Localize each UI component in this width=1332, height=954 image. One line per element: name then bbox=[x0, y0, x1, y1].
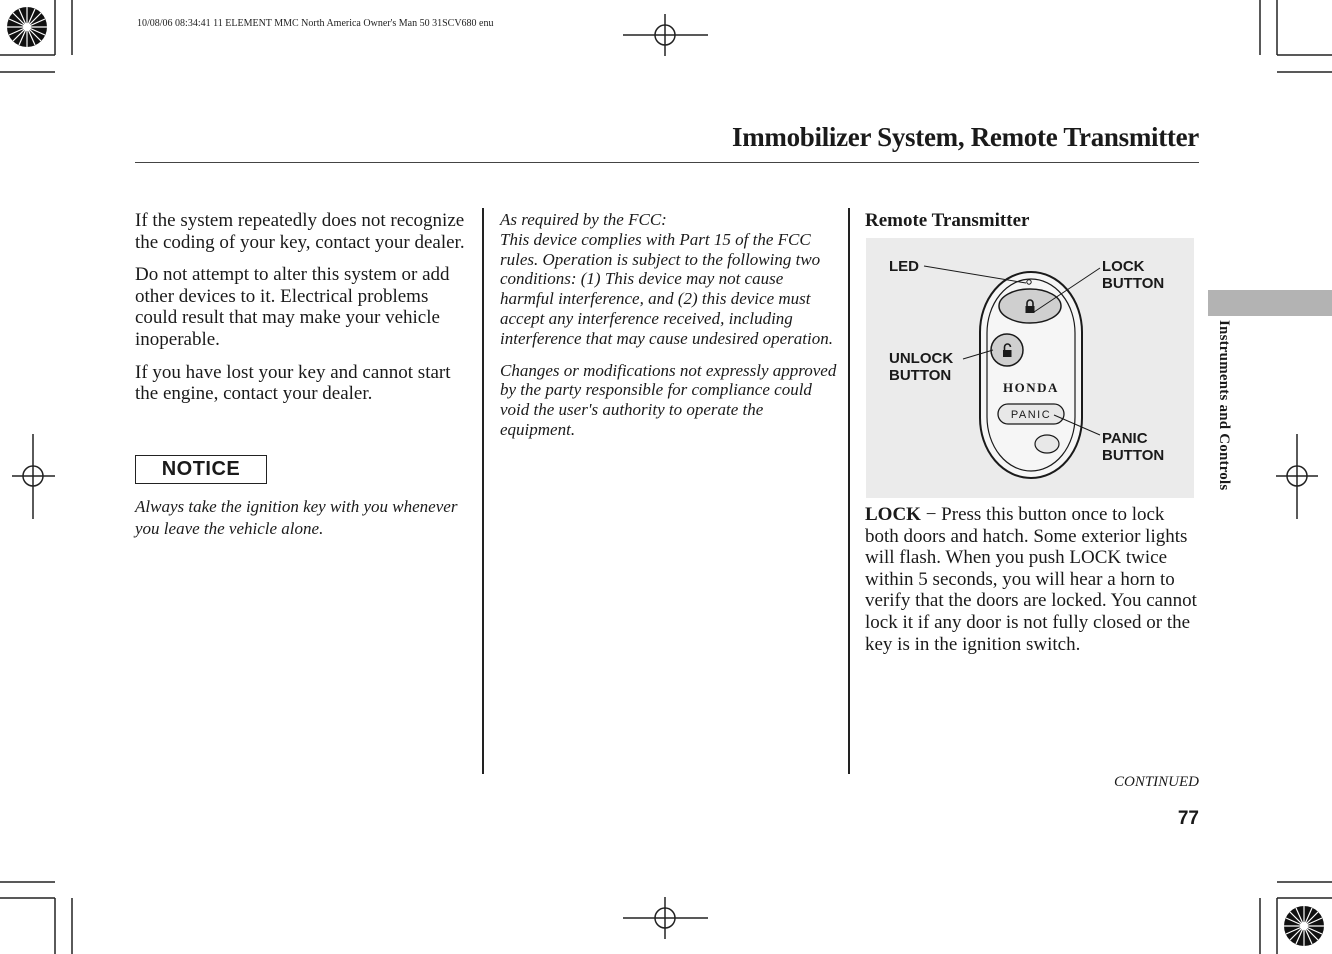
callout-unlock-button bbox=[889, 350, 953, 384]
paragraph: If the system repeatedly does not recognize the coding of your key, contact your dealer. bbox=[135, 210, 465, 253]
fcc-text: This device complies with Part 15 of the FCC rules. Operation is subject to the following two conditions: (1) This device may not cause harmful interference, and (2) this device must accept any interference received, including interference that may cause undesired operation. bbox=[500, 229, 833, 348]
column-1 bbox=[135, 210, 475, 416]
notice-text: Always take the ignition key with you whenever you leave the vehicle alone. bbox=[135, 497, 458, 538]
column-divider bbox=[482, 208, 484, 774]
continued-label: CONTINUED bbox=[1113, 774, 1199, 790]
callout-text: UNLOCK bbox=[889, 350, 954, 367]
callout-panic-button bbox=[1102, 430, 1164, 464]
lock-text: Press this button once to lock both doors and hatch. Some exterior lights will flash. When you push LOCK twice within 5 seconds, you will hear a horn to verify that the doors are locked. You cannot lock it if any door is not fully closed or the key is in the ignition switch. bbox=[865, 504, 1197, 655]
callout-text: BUTTON bbox=[1102, 275, 1165, 292]
callout-lock-button bbox=[1102, 258, 1164, 292]
print-info: 10/08/06 08:34:41 11 ELEMENT MMC North America Owner's Man 50 31SCV680 enu bbox=[137, 18, 494, 29]
fob-honda-logo: HONDA bbox=[1003, 380, 1059, 395]
fob-panic-text: PANIC bbox=[1010, 409, 1052, 421]
lock-term: LOCK bbox=[865, 504, 921, 525]
lock-description bbox=[865, 504, 1197, 655]
changes-text: Changes or modifications not expressly approved by the party responsible for compliance could void the user's authority to operate the equipment. bbox=[500, 360, 837, 439]
column-2 bbox=[500, 210, 840, 452]
notice-label: NOTICE bbox=[135, 455, 267, 484]
fcc-heading: As required by the FCC: bbox=[500, 210, 667, 229]
callout-text: PANIC bbox=[1102, 430, 1148, 447]
title-rule bbox=[135, 162, 1199, 163]
callout-text: LOCK bbox=[1102, 258, 1145, 275]
paragraph: Do not attempt to alter this system or add other devices to it. Electrical problems could result that may make your vehicle inoperable. bbox=[135, 264, 450, 350]
paragraph: If you have lost your key and cannot start the engine, contact your dealer. bbox=[135, 361, 451, 405]
page-title: Immobilizer System, Remote Transmitter bbox=[732, 122, 1199, 152]
column-divider bbox=[848, 208, 850, 774]
section-tab-label: Instruments and Controls bbox=[1216, 320, 1232, 491]
callout-text: BUTTON bbox=[1102, 447, 1165, 464]
callout-text: BUTTON bbox=[889, 367, 952, 384]
remote-transmitter-diagram bbox=[866, 238, 1194, 498]
lock-dash: − bbox=[925, 504, 937, 525]
section-tab bbox=[1208, 290, 1332, 316]
callout-led: LED bbox=[889, 258, 919, 275]
section-heading: Remote Transmitter bbox=[865, 210, 1030, 231]
page-number: 77 bbox=[1177, 808, 1199, 829]
